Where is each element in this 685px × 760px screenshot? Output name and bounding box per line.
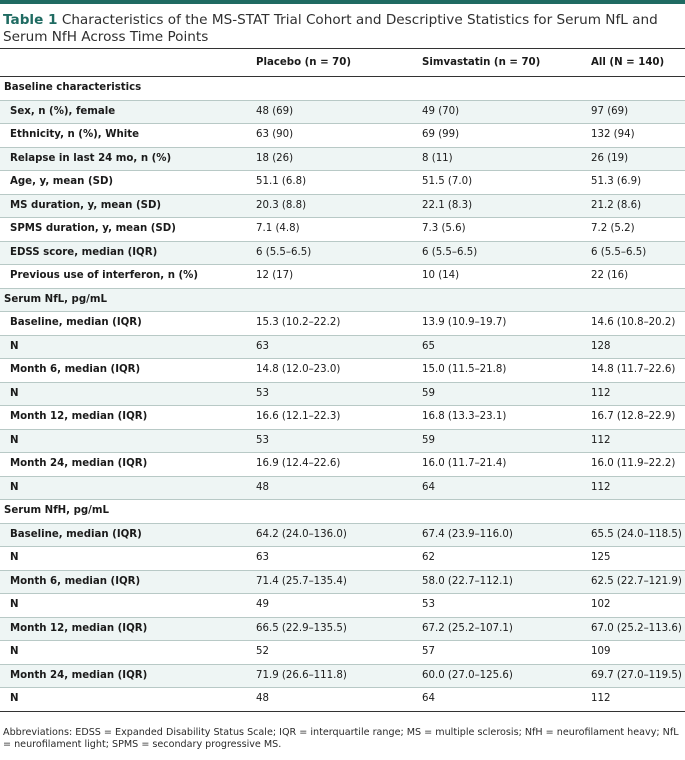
table-row (0, 218, 685, 242)
row-label: N (0, 688, 256, 712)
placebo-value: 12 (17) (256, 265, 422, 289)
simvastatin-value: 16.8 (13.3–23.1) (422, 406, 591, 430)
all-value: 51.3 (6.9) (591, 171, 685, 195)
table-row (0, 312, 685, 336)
table-row (0, 547, 685, 571)
row-label: Ethnicity, n (%), White (0, 124, 256, 148)
simvastatin-value: 7.3 (5.6) (422, 218, 591, 242)
simvastatin-value: 51.5 (7.0) (422, 171, 591, 195)
table-row (0, 171, 685, 195)
simvastatin-value: 53 (422, 594, 591, 618)
table-header-row (0, 49, 685, 77)
all-value: 109 (591, 641, 685, 665)
all-value: 112 (591, 382, 685, 406)
simvastatin-value: 64 (422, 476, 591, 500)
row-label: N (0, 382, 256, 406)
placebo-value: 16.9 (12.4–22.6) (256, 453, 422, 477)
table-row (0, 265, 685, 289)
simvastatin-value (422, 500, 591, 524)
placebo-value: 48 (256, 476, 422, 500)
row-label: Month 24, median (IQR) (0, 453, 256, 477)
simvastatin-value: 59 (422, 382, 591, 406)
simvastatin-value: 59 (422, 429, 591, 453)
simvastatin-value: 64 (422, 688, 591, 712)
table-row (0, 241, 685, 265)
simvastatin-value: 6 (5.5–6.5) (422, 241, 591, 265)
all-value: 6 (5.5–6.5) (591, 241, 685, 265)
row-label: Sex, n (%), female (0, 100, 256, 124)
simvastatin-value: 16.0 (11.7–21.4) (422, 453, 591, 477)
row-label: N (0, 547, 256, 571)
row-label: Month 6, median (IQR) (0, 570, 256, 594)
simvastatin-value: 69 (99) (422, 124, 591, 148)
table-label: Table 1 (3, 12, 58, 28)
placebo-value: 71.4 (25.7–135.4) (256, 570, 422, 594)
placebo-value (256, 77, 422, 101)
section-label: Serum NfL, pg/mL (0, 288, 256, 312)
placebo-value: 66.5 (22.9–135.5) (256, 617, 422, 641)
row-label: N (0, 429, 256, 453)
placebo-value: 64.2 (24.0–136.0) (256, 523, 422, 547)
simvastatin-value: 8 (11) (422, 147, 591, 171)
table-title: Characteristics of the MS-STAT Trial Cohort and Descriptive Statistics for Serum NfL and Serum NfH Across Time Points (3, 12, 658, 45)
simvastatin-value: 49 (70) (422, 100, 591, 124)
simvastatin-value: 57 (422, 641, 591, 665)
simvastatin-value: 13.9 (10.9–19.7) (422, 312, 591, 336)
placebo-value: 63 (256, 335, 422, 359)
simvastatin-value: 60.0 (27.0–125.6) (422, 664, 591, 688)
table-row (0, 641, 685, 665)
section-label: Serum NfH, pg/mL (0, 500, 256, 524)
characteristics-table (0, 48, 685, 712)
table-row (0, 335, 685, 359)
all-value: 62.5 (22.7–121.9) (591, 570, 685, 594)
simvastatin-value (422, 77, 591, 101)
section-row (0, 288, 685, 312)
placebo-value: 48 (256, 688, 422, 712)
header-simvastatin: Simvastatin (n = 70) (422, 49, 591, 77)
all-value: 14.6 (10.8–20.2) (591, 312, 685, 336)
row-label: Month 12, median (IQR) (0, 617, 256, 641)
section-row (0, 77, 685, 101)
table-body (0, 77, 685, 712)
table-row (0, 382, 685, 406)
placebo-value: 63 (90) (256, 124, 422, 148)
row-label: MS duration, y, mean (SD) (0, 194, 256, 218)
row-label: N (0, 641, 256, 665)
row-label: N (0, 594, 256, 618)
row-label: SPMS duration, y, mean (SD) (0, 218, 256, 242)
placebo-value: 53 (256, 429, 422, 453)
all-value: 112 (591, 688, 685, 712)
all-value: 128 (591, 335, 685, 359)
all-value (591, 77, 685, 101)
all-value: 112 (591, 429, 685, 453)
table-row (0, 523, 685, 547)
placebo-value: 20.3 (8.8) (256, 194, 422, 218)
all-value: 65.5 (24.0–118.5) (591, 523, 685, 547)
row-label: Age, y, mean (SD) (0, 171, 256, 195)
all-value: 16.0 (11.9–22.2) (591, 453, 685, 477)
placebo-value: 53 (256, 382, 422, 406)
simvastatin-value: 67.2 (25.2–107.1) (422, 617, 591, 641)
placebo-value: 63 (256, 547, 422, 571)
placebo-value: 49 (256, 594, 422, 618)
table-row (0, 570, 685, 594)
table-footnote: Abbreviations: EDSS = Expanded Disability Status Scale; IQR = interquartile range; MS = multiple sclerosis; NfH = neurofilament heavy; NfL = neurofilament light; SPMS = secondary progressive MS. (3, 727, 679, 750)
simvastatin-value: 62 (422, 547, 591, 571)
top-accent-bar (0, 0, 685, 4)
placebo-value: 52 (256, 641, 422, 665)
row-label: N (0, 476, 256, 500)
simvastatin-value: 67.4 (23.9–116.0) (422, 523, 591, 547)
placebo-value: 6 (5.5–6.5) (256, 241, 422, 265)
table-row (0, 688, 685, 712)
table-row (0, 406, 685, 430)
table-row (0, 147, 685, 171)
table-row (0, 124, 685, 148)
all-value: 16.7 (12.8–22.9) (591, 406, 685, 430)
table-row (0, 664, 685, 688)
row-label: N (0, 335, 256, 359)
all-value: 97 (69) (591, 100, 685, 124)
all-value: 132 (94) (591, 124, 685, 148)
section-row (0, 500, 685, 524)
row-label: EDSS score, median (IQR) (0, 241, 256, 265)
simvastatin-value (422, 288, 591, 312)
all-value: 22 (16) (591, 265, 685, 289)
placebo-value: 16.6 (12.1–22.3) (256, 406, 422, 430)
section-label: Baseline characteristics (0, 77, 256, 101)
simvastatin-value: 22.1 (8.3) (422, 194, 591, 218)
all-value: 69.7 (27.0–119.5) (591, 664, 685, 688)
row-label: Baseline, median (IQR) (0, 523, 256, 547)
row-label: Month 12, median (IQR) (0, 406, 256, 430)
placebo-value: 15.3 (10.2–22.2) (256, 312, 422, 336)
table-row (0, 429, 685, 453)
header-placebo: Placebo (n = 70) (256, 49, 422, 77)
all-value: 125 (591, 547, 685, 571)
simvastatin-value: 10 (14) (422, 265, 591, 289)
all-value: 7.2 (5.2) (591, 218, 685, 242)
placebo-value (256, 500, 422, 524)
placebo-value: 7.1 (4.8) (256, 218, 422, 242)
all-value: 14.8 (11.7–22.6) (591, 359, 685, 383)
all-value: 102 (591, 594, 685, 618)
row-label: Month 24, median (IQR) (0, 664, 256, 688)
simvastatin-value: 58.0 (22.7–112.1) (422, 570, 591, 594)
table-caption (3, 12, 681, 46)
placebo-value: 51.1 (6.8) (256, 171, 422, 195)
row-label: Previous use of interferon, n (%) (0, 265, 256, 289)
all-value (591, 500, 685, 524)
row-label: Month 6, median (IQR) (0, 359, 256, 383)
table-row (0, 453, 685, 477)
table-row (0, 594, 685, 618)
table-row (0, 194, 685, 218)
placebo-value: 48 (69) (256, 100, 422, 124)
row-label: Baseline, median (IQR) (0, 312, 256, 336)
placebo-value: 18 (26) (256, 147, 422, 171)
row-label: Relapse in last 24 mo, n (%) (0, 147, 256, 171)
table-row (0, 476, 685, 500)
simvastatin-value: 65 (422, 335, 591, 359)
header-all: All (N = 140) (591, 49, 685, 77)
table-row (0, 100, 685, 124)
placebo-value: 71.9 (26.6–111.8) (256, 664, 422, 688)
placebo-value (256, 288, 422, 312)
table-row (0, 617, 685, 641)
simvastatin-value: 15.0 (11.5–21.8) (422, 359, 591, 383)
header-label-column (0, 49, 256, 77)
all-value: 26 (19) (591, 147, 685, 171)
placebo-value: 14.8 (12.0–23.0) (256, 359, 422, 383)
all-value: 112 (591, 476, 685, 500)
all-value: 67.0 (25.2–113.6) (591, 617, 685, 641)
table-row (0, 359, 685, 383)
all-value (591, 288, 685, 312)
all-value: 21.2 (8.6) (591, 194, 685, 218)
